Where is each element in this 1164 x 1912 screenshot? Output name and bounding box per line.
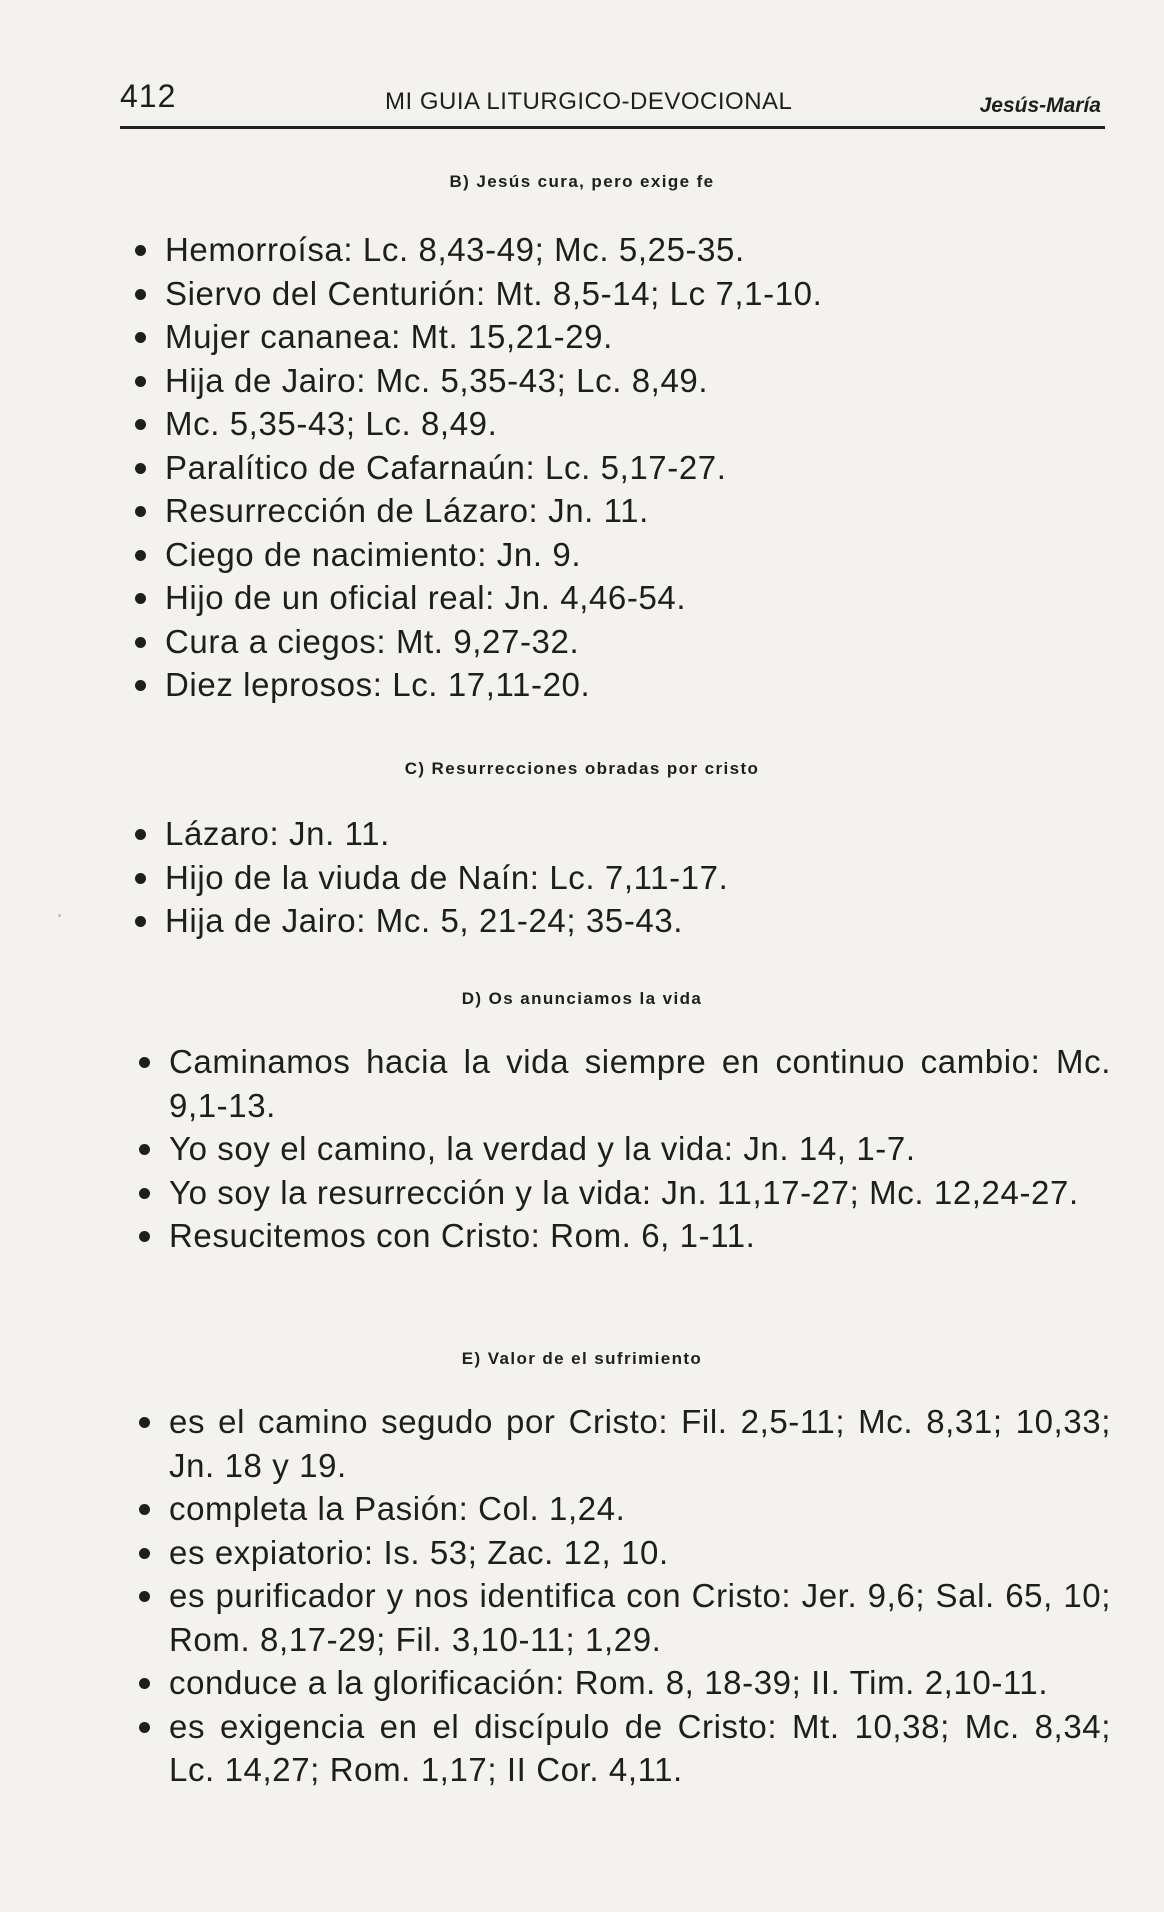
paper-speck	[58, 914, 61, 917]
section-c-list	[165, 812, 1115, 943]
list-item: completa la Pasión: Col. 1,24.	[169, 1487, 1111, 1531]
section-e-list	[169, 1400, 1111, 1792]
list-item: conduce a la glorificación: Rom. 8, 18-39; II. Tim. 2,10-11.	[169, 1661, 1111, 1705]
list-item: Mujer cananea: Mt. 15,21-29.	[165, 315, 1115, 359]
list-item: Hija de Jairo: Mc. 5, 21-24; 35-43.	[165, 899, 1115, 943]
section-heading-c: C) Resurrecciones obradas por cristo	[404, 759, 760, 778]
page-header	[120, 78, 1105, 129]
list-item: es exigencia en el discípulo de Cristo: Mt. 10,38; Mc. 8,34; Lc. 14,27; Rom. 1,17; II Cor. 4,11.	[169, 1705, 1111, 1792]
list-item: Ciego de nacimiento: Jn. 9.	[165, 533, 1115, 577]
section-b-list	[165, 228, 1115, 707]
section-heading-e: E) Valor de el sufrimiento	[461, 1349, 703, 1368]
list-item: Siervo del Centurión: Mt. 8,5-14; Lc 7,1-10.	[165, 272, 1115, 316]
list-item: es el camino segudo por Cristo: Fil. 2,5-11; Mc. 8,31; 10,33; Jn. 18 y 19.	[169, 1400, 1111, 1487]
list-item: Mc. 5,35-43; Lc. 8,49.	[165, 402, 1115, 446]
list-item: Caminamos hacia la vida siempre en continuo cambio: Mc. 9,1-13.	[169, 1040, 1111, 1127]
list-item: Lázaro: Jn. 11.	[165, 812, 1115, 856]
running-title: MI GUIA LITURGICO-DEVOCIONAL	[385, 88, 793, 115]
section-heading-d: D) Os anunciamos la vida	[461, 989, 703, 1008]
section-heading-b: B) Jesús cura, pero exige fe	[449, 172, 715, 191]
list-item: Paralítico de Cafarnaún: Lc. 5,17-27.	[165, 446, 1115, 490]
list-item: Yo soy el camino, la verdad y la vida: Jn. 14, 1-7.	[169, 1127, 1111, 1171]
running-author: Jesús-María	[979, 94, 1101, 117]
list-item: Hijo de un oficial real: Jn. 4,46-54.	[165, 576, 1115, 620]
list-item: Cura a ciegos: Mt. 9,27-32.	[165, 620, 1115, 664]
list-item: es purificador y nos identifica con Cristo: Jer. 9,6; Sal. 65, 10; Rom. 8,17-29; Fil. 3,10-11; 1,29.	[169, 1574, 1111, 1661]
list-item: Hija de Jairo: Mc. 5,35-43; Lc. 8,49.	[165, 359, 1115, 403]
section-d-list	[169, 1040, 1111, 1258]
page-number: 412	[120, 78, 177, 114]
list-item: es expiatorio: Is. 53; Zac. 12, 10.	[169, 1531, 1111, 1575]
list-item: Hemorroísa: Lc. 8,43-49; Mc. 5,25-35.	[165, 228, 1115, 272]
list-item: Resurrección de Lázaro: Jn. 11.	[165, 489, 1115, 533]
list-item: Yo soy la resurrección y la vida: Jn. 11,17-27; Mc. 12,24-27.	[169, 1171, 1111, 1215]
list-item: Resucitemos con Cristo: Rom. 6, 1-11.	[169, 1214, 1111, 1258]
list-item: Diez leprosos: Lc. 17,11-20.	[165, 663, 1115, 707]
list-item: Hijo de la viuda de Naín: Lc. 7,11-17.	[165, 856, 1115, 900]
